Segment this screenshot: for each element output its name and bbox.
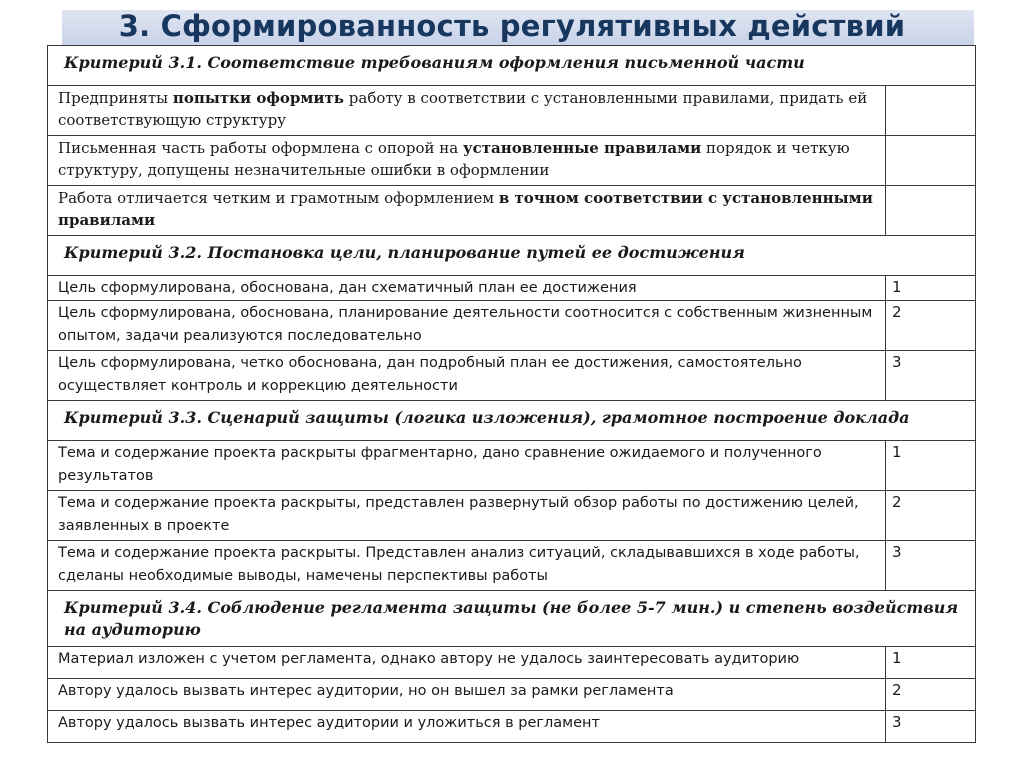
table-row xyxy=(48,679,976,711)
criterion-description xyxy=(48,647,886,679)
criterion-description xyxy=(48,351,886,401)
score-cell xyxy=(886,86,976,136)
criterion-description xyxy=(48,541,886,591)
criterion-description xyxy=(48,711,886,743)
score-cell: 2 xyxy=(886,491,976,541)
text-fragment: Работа отличается четким и грамотным оформлением xyxy=(58,189,499,207)
score-cell: 3 xyxy=(886,711,976,743)
table-row xyxy=(48,186,976,236)
bold-phrase: установленные правилами xyxy=(463,139,702,157)
table-row xyxy=(48,301,976,351)
table-row xyxy=(48,86,976,136)
criterion-header: Критерий 3.4. Соблюдение регламента защиты (не более 5-7 мин.) и степень воздействия на аудиторию xyxy=(48,591,976,647)
criterion-description xyxy=(48,441,886,491)
score-cell: 1 xyxy=(886,441,976,491)
criterion-header: Критерий 3.2. Постановка цели, планирование путей ее достижения xyxy=(48,236,976,276)
table-row xyxy=(48,647,976,679)
text-fragment: Тема и содержание проекта раскрыты, представлен развернутый обзор работы по достижению целей, заявленных в проекте xyxy=(58,495,859,534)
criteria-table xyxy=(47,45,976,743)
score-cell: 3 xyxy=(886,351,976,401)
text-fragment: порядок и четкую структуру, допущены незначительные ошибки в оформлении xyxy=(58,139,850,179)
criterion-description xyxy=(48,679,886,711)
bold-phrase: в точном соответствии с установленными правилами xyxy=(58,189,873,229)
criterion-description xyxy=(48,276,886,301)
score-cell: 1 xyxy=(886,276,976,301)
page-title: 3. Сформированность регулятивных действий xyxy=(118,9,906,43)
criterion-header-row xyxy=(48,401,976,441)
table-row xyxy=(48,541,976,591)
criterion-header-row xyxy=(48,591,976,647)
table-row xyxy=(48,491,976,541)
text-fragment: Цель сформулирована, обоснована, планирование деятельности соотносится с собственным жизненным опытом, задачи реализуются последовательно xyxy=(58,305,873,344)
table-row xyxy=(48,276,976,301)
text-fragment: работу в соответствии с установленными правилами, придать ей соответствующую структуру xyxy=(58,89,868,129)
criterion-description xyxy=(48,136,886,186)
text-fragment: Цель сформулирована, обоснована, дан схематичный план ее достижения xyxy=(58,280,637,296)
text-fragment: Автору удалось вызвать интерес аудитории, но он вышел за рамки регламента xyxy=(58,683,674,699)
criterion-header: Критерий 3.1. Соответствие требованиям оформления письменной части xyxy=(48,46,976,86)
criterion-header-row xyxy=(48,236,976,276)
score-cell: 3 xyxy=(886,541,976,591)
text-fragment: Письменная часть работы оформлена с опорой на xyxy=(58,139,463,157)
criterion-header-row xyxy=(48,46,976,86)
criterion-description xyxy=(48,491,886,541)
score-cell xyxy=(886,186,976,236)
bold-phrase: попытки оформить xyxy=(172,89,344,107)
score-cell: 2 xyxy=(886,301,976,351)
text-fragment: Тема и содержание проекта раскрыты фрагментарно, дано сравнение ожидаемого и полученного результатов xyxy=(58,445,822,484)
score-cell: 1 xyxy=(886,647,976,679)
text-fragment: Тема и содержание проекта раскрыты. Представлен анализ ситуаций, складывавшихся в ходе работы, сделаны необходимые выводы, намечены перспективы работы xyxy=(58,545,860,584)
text-fragment: Предприняты xyxy=(58,89,173,107)
text-fragment: Автору удалось вызвать интерес аудитории и уложиться в регламент xyxy=(58,715,600,731)
text-fragment: Цель сформулирована, четко обоснована, дан подробный план ее достижения, самостоятельно осуществляет контроль и коррекцию деятельности xyxy=(58,355,802,394)
text-fragment: Материал изложен с учетом регламента, однако автору не удалось заинтересовать аудиторию xyxy=(58,651,800,667)
score-cell xyxy=(886,136,976,186)
criterion-description xyxy=(48,301,886,351)
score-cell: 2 xyxy=(886,679,976,711)
criterion-description xyxy=(48,86,886,136)
table-row xyxy=(48,711,976,743)
table-row xyxy=(48,441,976,491)
table-row xyxy=(48,351,976,401)
criterion-header: Критерий 3.3. Сценарий защиты (логика изложения), грамотное построение доклада xyxy=(48,401,976,441)
criterion-description xyxy=(48,186,886,236)
table-row xyxy=(48,136,976,186)
